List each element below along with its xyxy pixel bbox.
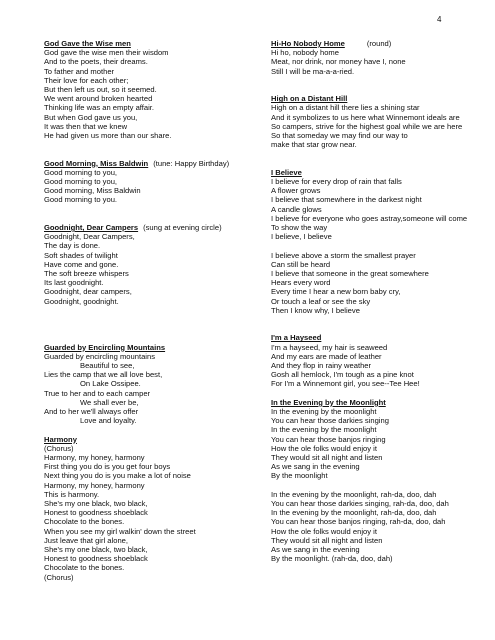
song-title: Goodnight, Dear Campers — [44, 223, 139, 232]
lyric-line: Their love for each other; — [44, 75, 129, 85]
lyric-line: In the evening by the moonlight — [271, 425, 377, 435]
lyric-line: Guarded by encircling mountains — [44, 351, 156, 361]
lyric-line: You can hear those darkies singing, rah-da, doo, dah — [271, 499, 449, 509]
lyric-line: They would sit all night and listen — [271, 453, 383, 463]
lyric-line: Good morning to you. — [44, 195, 118, 205]
lyric-line: Chocolate to the bones. — [44, 517, 125, 527]
song-note: (round) — [366, 39, 392, 48]
song-title-row — [44, 223, 249, 232]
lyric-line: I believe for every drop of rain that falls — [271, 176, 402, 186]
lyric-line: Goodnight, goodnight. — [44, 296, 119, 306]
lyric-line: By the moonlight — [271, 471, 328, 481]
lyric-line: A flower grows — [271, 186, 321, 196]
lyric-line: Still I will be ma-a-a-ried. — [271, 66, 355, 76]
song-good-morning-miss-baldwin — [44, 159, 249, 223]
song-note: (tune: Happy Birthday) — [153, 158, 230, 168]
lyric-line: Hears every word — [271, 278, 331, 288]
song-spacer — [44, 333, 249, 342]
song-title: In the Evening by the Moonlight — [271, 397, 386, 407]
lyric-line: Its last goodnight. — [44, 278, 104, 288]
lyric-line: I believe, I believe — [271, 232, 332, 242]
lyric-line: make that star grow near. — [271, 140, 357, 150]
song-spacer — [271, 149, 491, 158]
lyric-line: High on a distant hill there lies a shining star — [271, 103, 420, 113]
song-title: I'm a Hayseed — [271, 333, 322, 343]
lyric-line: You can hear those banjos ringing, rah-da, doo, dah — [271, 517, 446, 527]
lyric-line: We went around broken hearted — [44, 94, 153, 104]
song-spacer — [271, 315, 491, 324]
lyric-line: (Chorus) — [44, 443, 74, 453]
lyric-line: How the ole folks would enjoy it — [271, 443, 377, 453]
lyric-line: Good morning, Miss Baldwin — [44, 186, 141, 196]
left-column — [44, 39, 249, 582]
lyric-line: And they flop in rainy weather — [271, 361, 372, 371]
song-title-row — [44, 435, 249, 444]
lyric-line: But when God gave us you, — [44, 112, 138, 122]
song-i-believe — [271, 168, 491, 334]
song-spacer — [44, 214, 249, 223]
lyric-line: You can hear those darkies singing — [271, 416, 389, 426]
lyric-line: Or touch a leaf or see the sky — [271, 296, 371, 306]
lyric-line: But then left us out, so it seemed. — [44, 85, 157, 95]
lyric-line: He had given us more than our share. — [44, 131, 172, 141]
right-column — [271, 39, 491, 563]
lyric-line: It was then that we knew — [44, 121, 128, 131]
verse-gap — [271, 481, 491, 490]
song-title-row — [271, 94, 491, 103]
lyric-line: We shall ever be, — [80, 397, 139, 407]
song-spacer — [44, 315, 249, 324]
lyric-line: You can hear those banjos ringing — [271, 434, 386, 444]
lyric-line: Beautiful to see, — [80, 360, 135, 370]
song-title: Good Morning, Miss Baldwin — [44, 158, 149, 168]
song-title: Guarded by Encircling Mountains — [44, 342, 166, 352]
lyric-line: How the ole folks would enjoy it — [271, 526, 377, 536]
lyric-line: Next thing you do is you make a lot of noise — [44, 471, 191, 481]
lyric-line: True to her and to each camper — [44, 388, 151, 398]
lyric-line: When you see my girl walkin' down the street — [44, 526, 196, 536]
lyric-line: Chocolate to the bones. — [44, 563, 125, 573]
lyric-line: For I'm a Winnemont girl, you see--Tee Hee! — [271, 379, 420, 389]
song-spacer — [44, 205, 249, 214]
song-high-on-a-distant-hill — [271, 94, 491, 168]
lyric-line: (Chorus) — [44, 572, 74, 582]
song-title: Harmony — [44, 434, 77, 444]
lyric-line: Just leave that girl alone, — [44, 535, 129, 545]
lyric-line: I believe that somewhere in the darkest night — [271, 195, 422, 205]
lyric-line: Honest to goodness shoeblack — [44, 554, 148, 564]
lyric-line: Hi ho, nobody home — [271, 48, 339, 58]
lyric-line: Love and loyalty. — [80, 416, 137, 426]
lyric-line: To show the way — [271, 223, 328, 232]
lyric-line: So that someday we may find our way to — [271, 131, 408, 140]
song-spacer — [271, 389, 491, 398]
song-spacer — [271, 85, 491, 94]
lyric-line: And to the poets, their dreams. — [44, 57, 148, 67]
song-title: I Believe — [271, 167, 302, 177]
lyric-line: In the evening by the moonlight, rah-da, doo, dah — [271, 508, 437, 518]
lyric-line: Harmony, my honey, harmony — [44, 480, 145, 490]
lyric-line: This is harmony. — [44, 489, 100, 499]
page-number: 4 — [437, 15, 442, 24]
lyric-line: And to her we'll always offer — [44, 407, 139, 416]
song-title: God Gave the Wise men — [44, 39, 131, 48]
lyric-line: God gave the wise men their wisdom — [44, 48, 169, 58]
lyric-line: To father and mother — [44, 66, 115, 76]
lyric-line: They would sit all night and listen — [271, 535, 383, 545]
lyric-line: Good morning to you, — [44, 167, 118, 177]
lyric-line: Then I know why, I believe — [271, 305, 360, 315]
song-spacer — [44, 425, 249, 434]
song-spacer — [44, 149, 249, 158]
song-spacer — [271, 324, 491, 333]
song-note: (sung at evening circle) — [143, 223, 222, 232]
song-harmony — [44, 435, 249, 582]
lyric-line: I believe that someone in the great somewhere — [271, 269, 429, 279]
song-title-row — [271, 39, 491, 48]
lyric-line: I believe for everyone who goes astray,someone will come — [271, 213, 468, 223]
song-spacer — [44, 306, 249, 315]
lyric-line: Goodnight, dear campers, — [44, 287, 132, 297]
lyric-line: Goodnight, Dear Campers, — [44, 232, 135, 242]
lyric-line: Honest to goodness shoeblack — [44, 508, 148, 518]
lyric-line: Every time I hear a new born baby cry, — [271, 287, 401, 297]
lyric-line: As we sang in the evening — [271, 462, 360, 472]
lyric-line: As we sang in the evening — [271, 545, 360, 555]
song-title-row — [271, 168, 491, 177]
lyric-line: In the evening by the moonlight, rah-da, doo, dah — [271, 489, 437, 499]
lyric-line: I believe above a storm the smallest prayer — [271, 250, 416, 260]
song-title: Hi-Ho Nobody Home — [271, 39, 345, 48]
lyric-line: Soft shades of twilight — [44, 250, 118, 260]
lyric-line: By the moonlight. (rah-da, doo, dah) — [271, 554, 393, 564]
lyric-line: And it symbolizes to us here what Winnemont ideals are — [271, 112, 460, 122]
lyric-line: Meat, nor drink, nor money have I, none — [271, 57, 406, 67]
song-spacer — [271, 76, 491, 85]
lyric-line: The day is done. — [44, 241, 101, 251]
lyric-line: So campers, strive for the highest goal while we are here — [271, 121, 463, 131]
song-title-row — [271, 398, 491, 407]
lyric-line: Thinking life was an empty affair. — [44, 103, 155, 113]
song-god-gave-the-wise-men — [44, 39, 249, 159]
lyric-line: Have come and gone. — [44, 259, 119, 269]
song-spacer — [271, 159, 491, 168]
lyric-line: Harmony, my honey, harmony — [44, 453, 145, 462]
song-spacer — [44, 324, 249, 333]
lyric-line: She's my one black, two black, — [44, 545, 148, 555]
song-spacer — [44, 140, 249, 149]
song-title-row — [44, 159, 249, 168]
lyric-line: On Lake Ossipee. — [80, 379, 141, 389]
song-in-the-evening-by-the-moonlight — [271, 398, 491, 564]
song-title: High on a Distant Hill — [271, 94, 348, 104]
song-title-row — [44, 39, 249, 48]
lyric-line: The soft breeze whispers — [44, 269, 129, 279]
song-i-m-a-hayseed — [271, 333, 491, 397]
song-title-row — [44, 343, 249, 352]
lyric-line: I'm a hayseed, my hair is seaweed — [271, 342, 388, 352]
song-goodnight-dear-campers — [44, 223, 249, 343]
song-hi-ho-nobody-home — [271, 39, 491, 94]
lyric-line: Gosh all hemlock, I'm tough as a pine knot — [271, 370, 414, 380]
lyric-line: In the evening by the moonlight — [271, 407, 377, 417]
lyric-line: Good morning to you, — [44, 177, 118, 187]
lyric-line: First thing you do is you get four boys — [44, 462, 171, 472]
lyric-line: Lies the camp that we all love best, — [44, 370, 163, 380]
lyric-line: Can still be heard — [271, 259, 331, 269]
lyric-line: And my ears are made of leather — [271, 351, 382, 361]
song-title-row — [271, 333, 491, 342]
lyric-line: She's my one black, two black, — [44, 499, 148, 509]
song-guarded-by-encircling-mountains — [44, 343, 249, 435]
verse-gap — [271, 241, 491, 250]
lyric-line: A candle glows — [271, 204, 322, 214]
